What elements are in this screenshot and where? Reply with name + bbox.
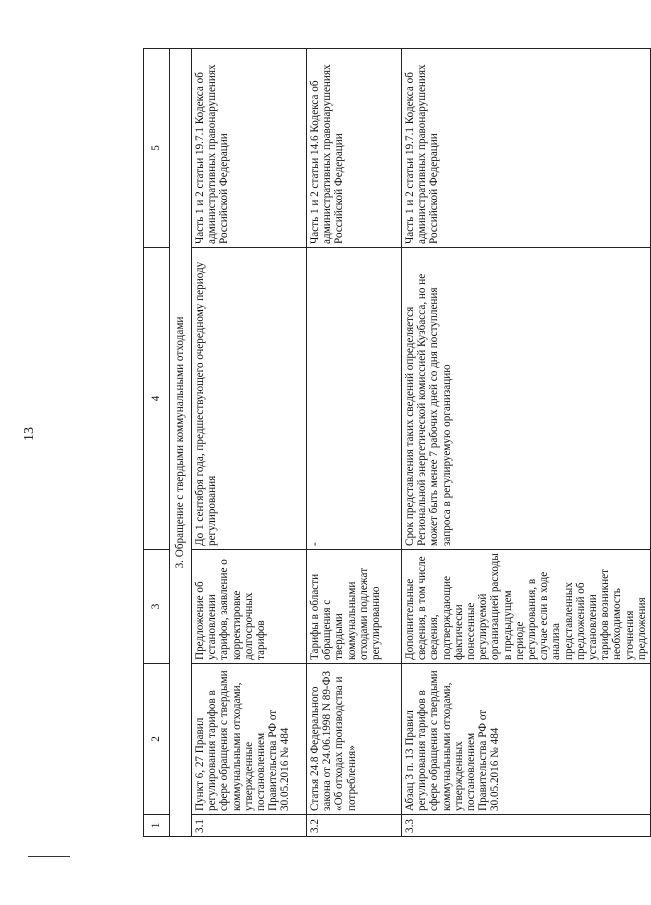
deadline-cell: До 1 сентября года, предшествующего очередному периоду регулирования — [192, 248, 307, 550]
section-title: 3. Обращение с твердыми коммунальными отходами — [170, 49, 192, 837]
row-number: 3.3 — [402, 815, 651, 837]
page-number: 13 — [22, 427, 37, 441]
table-row — [402, 49, 651, 837]
liability-cell: Часть 1 и 2 статьи 19.7.1 Кодекса об административных правонарушениях Российской Федерации — [192, 49, 307, 248]
legal-basis-cell: Абзац 3 п. 13 Правил регулирования тарифов в сфере обращения с твердыми коммунальными отходами, утвержденных постановлением Правительства РФ от 30.05.2016 № 484 — [402, 664, 651, 815]
row-number: 3.2 — [307, 815, 402, 837]
header-row — [144, 49, 170, 837]
column-header-2: 2 — [144, 664, 170, 815]
regulation-table — [143, 48, 651, 837]
section-row — [170, 49, 192, 837]
deadline-cell: Срок представления таких сведений определяется Региональной энергетической комиссией Кузбасса, но не может быть менее 7 рабочих дней со дня поступления запроса в регулируемую организацию — [402, 248, 651, 550]
legal-basis-cell: Пункт 6, 27 Правил регулирования тарифов в сфере обращения с твердыми коммунальными отходами, утвержденные постановлением Правительства РФ от 30.05.2016 № 484 — [192, 664, 307, 815]
deadline-cell: - — [307, 248, 402, 550]
footer-rule — [28, 856, 70, 857]
column-header-1: 1 — [144, 815, 170, 837]
liability-cell: Часть 1 и 2 статьи 14.6 Кодекса об административных правонарушениях Российской Федерации — [307, 49, 402, 248]
table-row — [192, 49, 307, 837]
table-row — [307, 49, 402, 837]
legal-basis-cell: Статья 24.8 Федерального закона от 24.06.1998 N 89-ФЗ «Об отходах производства и потребления» — [307, 664, 402, 815]
column-header-5: 5 — [144, 49, 170, 248]
column-header-3: 3 — [144, 550, 170, 664]
information-cell: Предложение об установлении тарифов, заявление о корректировке долгосрочных тарифов — [192, 550, 307, 664]
row-number: 3.1 — [192, 815, 307, 837]
liability-cell: Часть 1 и 2 статьи 19.7.1 Кодекса об административных правонарушениях Российской Федерации — [402, 49, 651, 248]
regulation-table-container — [143, 49, 648, 837]
column-header-4: 4 — [144, 248, 170, 550]
information-cell: Дополнительные сведения, в том числе сведения, подтверждающие фактически понесенные регулируемой организацией расходы в предыдущем периоде регулирования, в случае если в ходе анализа представленных предложений об установлении тарифов возникнет необходимость уточнения предложения — [402, 550, 651, 664]
information-cell: Тарифы в области обращения с твердыми коммунальными отходами подлежат регулированию — [307, 550, 402, 664]
